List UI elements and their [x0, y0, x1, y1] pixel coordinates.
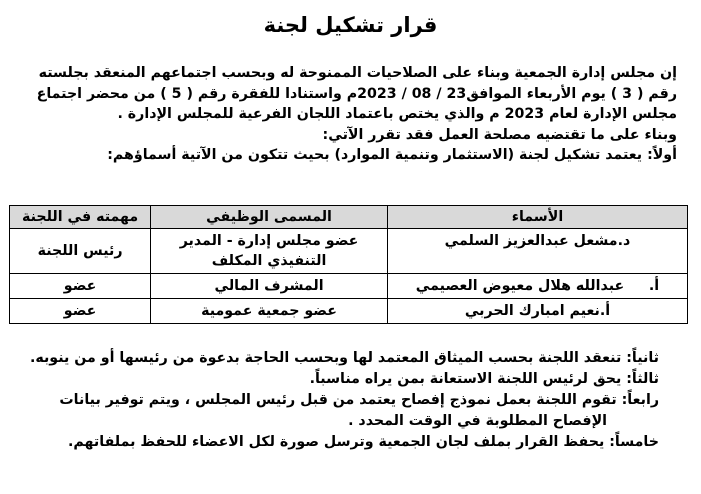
table-row [10, 274, 688, 299]
clause-fourth: رابعاً: تقوم اللجنة بعمل نموذج إفصاح يعتمد من قبل رئيس المجلس ، ويتم توفير بيانات [59, 392, 659, 408]
member-job-title: عضو مجلس إدارة - المدير التنفيذي المكلف [151, 229, 388, 274]
table-row [10, 229, 688, 274]
committee-members-table [9, 205, 688, 324]
intro-line: وبناء على ما تقتضيه مصلحة العمل فقد تقرر الآتي: [322, 126, 677, 143]
intro-line: رقم ( 3 ) يوم الأربعاء الموافق23 / 08 / 2023م واستنادا للفقرة رقم ( 5 ) من محضر اجتماع [36, 85, 677, 102]
clause-second: ثانياً: تنعقد اللجنة بحسب الميثاق المعتمد لها وبحسب الحاجة بدعوة من رئيسها أو من ينوبه. [29, 350, 659, 366]
member-name: د.مشعل عبدالعزيز السلمي [387, 229, 687, 274]
clause-fifth: خامساً: يحفظ القرار بملف لجان الجمعية وترسل صورة لكل الاعضاء للحفظ بملفاتهم. [68, 434, 659, 450]
clause-third: ثالثاً: يحق لرئيس اللجنة الاستعانة بمن يراه مناسباً. [309, 371, 659, 387]
clauses-section [20, 348, 659, 453]
header-role: مهمته في اللجنة [10, 206, 151, 229]
first-clause: أولاً: يعتمد تشكيل لجنة (الاستثمار وتنمية الموارد) بحيث تتكون من الآتية أسماؤهم: [107, 147, 677, 163]
intro-line: مجلس الإدارة لعام 2023 م والذي يختص باعتماد اللجان الفرعية للمجلس الإدارة . [117, 106, 677, 122]
header-job-title: المسمى الوظيفي [151, 206, 388, 229]
table-header-row [10, 206, 688, 229]
member-role: رئيس اللجنة [10, 229, 151, 274]
document-title: قرار تشكيل لجنة [263, 13, 438, 37]
member-job-title: عضو جمعية عمومية [151, 299, 388, 324]
intro-line: إن مجلس إدارة الجمعية وبناء على الصلاحيات الممنوحة له وبحسب اجتماعهم المنعقد بجلسته [38, 65, 677, 81]
intro-paragraph [20, 63, 677, 166]
member-role: عضو [10, 274, 151, 299]
member-role: عضو [10, 299, 151, 324]
member-name: أ.نعيم امبارك الحربي [387, 299, 687, 324]
member-job-title: المشرف المالي [151, 274, 388, 299]
member-name: أ. عبدالله هلال معيوض العصيمي [387, 274, 687, 299]
header-names: الأسماء [387, 206, 687, 229]
table-row [10, 299, 688, 324]
clause-fourth-continuation: الإفصاح المطلوبة في الوقت المحدد . [348, 413, 607, 429]
